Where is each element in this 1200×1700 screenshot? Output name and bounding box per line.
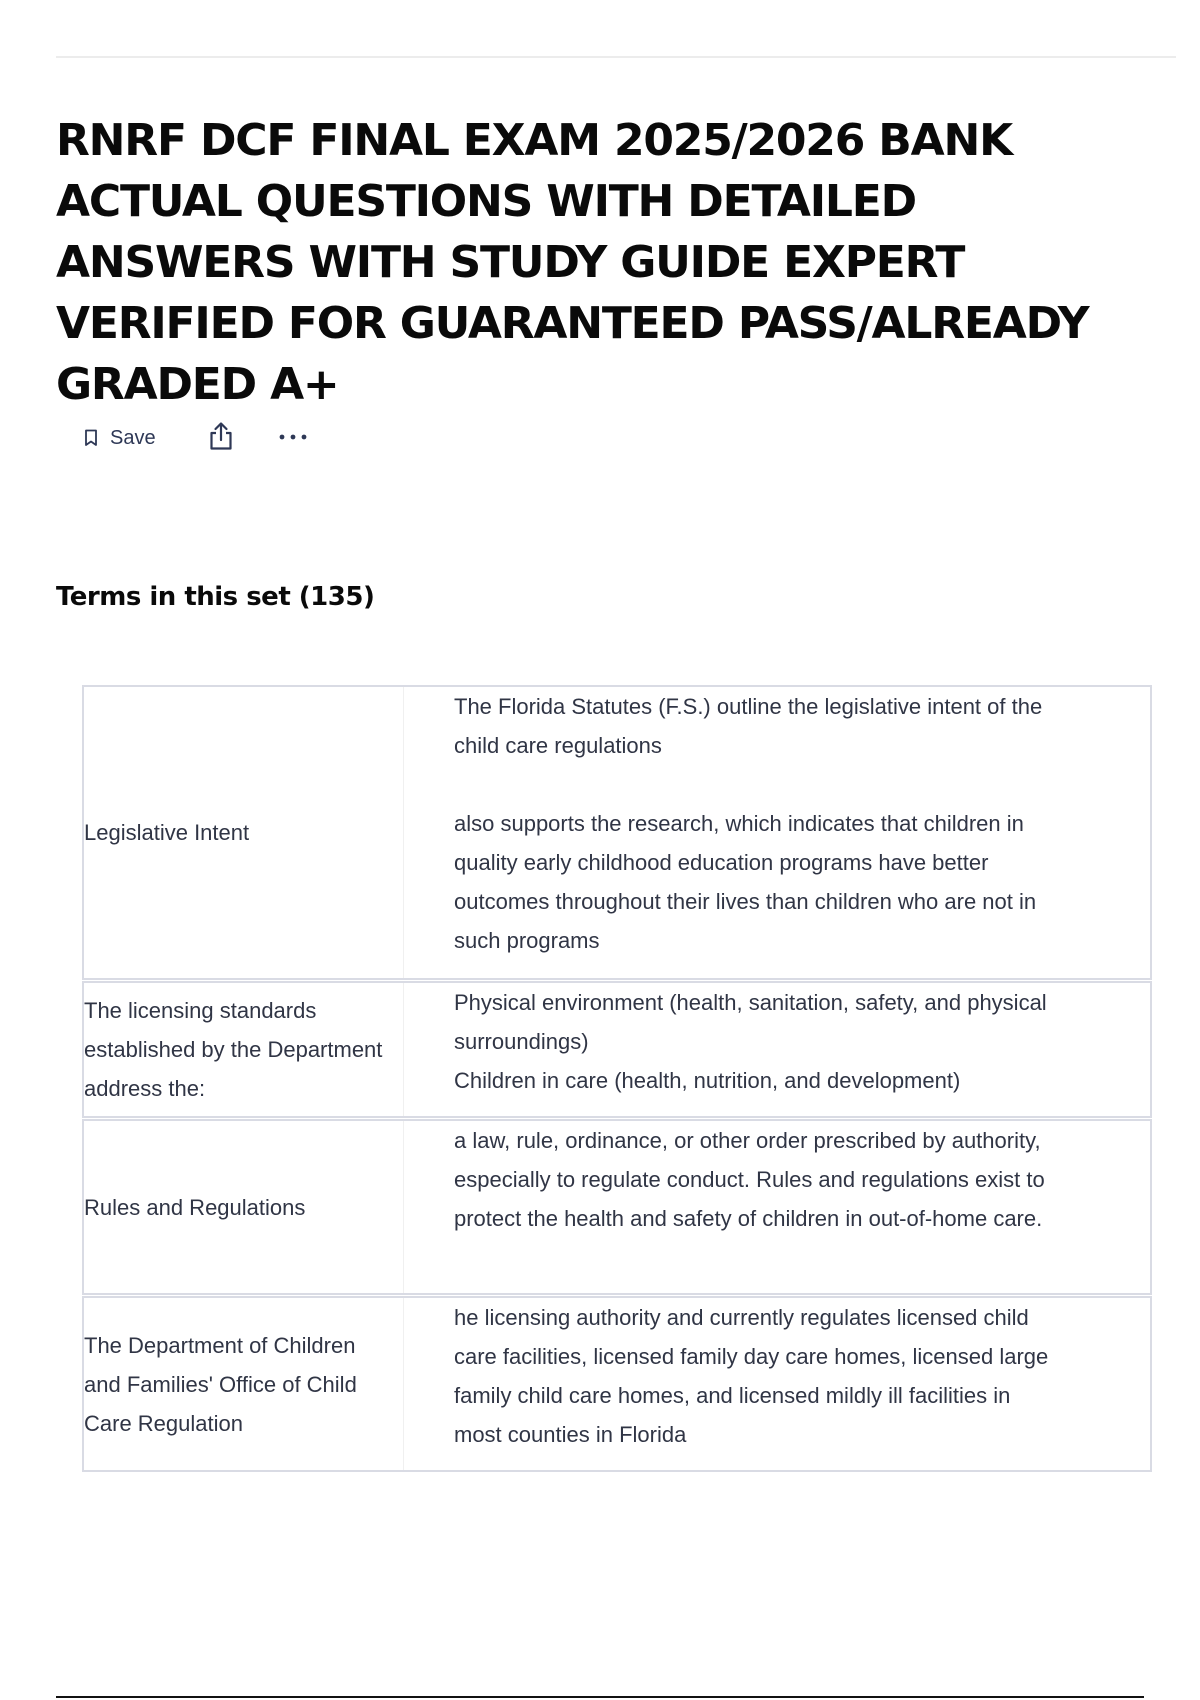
- term-definition: he licensing authority and currently regulates licensed child care facilities, licensed family day care homes, licensed large family child care homes, and licensed mildly ill facilities in most counties in Florida: [454, 1305, 1049, 1447]
- terms-heading: Terms in this set (135): [56, 582, 375, 612]
- page-title: RNRF DCF FINAL EXAM 2025/2026 BANK ACTUAL QUESTIONS WITH DETAILED ANSWERS WITH STUDY GUIDE EXPERT VERIFIED FOR GUARANTEED PASS/ALREADY GRADED A+: [56, 115, 1089, 410]
- more-options-button[interactable]: [278, 429, 308, 447]
- bottom-divider: [56, 1696, 1144, 1698]
- share-button[interactable]: [208, 421, 234, 456]
- bookmark-icon: [84, 429, 98, 447]
- term-definition: Physical environment (health, sanitation, safety, and physical surroundings) Children in care (health, nutrition, and development): [454, 990, 1047, 1093]
- term-definition: a law, rule, ordinance, or other order prescribed by authority, especially to regulate conduct. Rules and regulations exist to protect the health and safety of children in out-of-home care.: [454, 1128, 1045, 1231]
- term-word: Rules and Regulations: [84, 1121, 404, 1293]
- term-card: [82, 981, 1152, 1118]
- term-definition: The Florida Statutes (F.S.) outline the legislative intent of the child care regulations also supports the research, which indicates that children in quality early childhood education programs have better outcomes throughout their lives than children who are not in such programs: [454, 694, 1043, 953]
- term-word: The licensing standards established by the Department address the:: [84, 983, 404, 1116]
- save-label: Save: [110, 426, 156, 449]
- share-icon: [208, 421, 234, 456]
- more-options-icon: [278, 429, 308, 447]
- term-card: [82, 1119, 1152, 1295]
- terms-list: [82, 685, 1152, 1486]
- term-word: Legislative Intent: [84, 687, 404, 978]
- top-divider: [56, 56, 1176, 58]
- save-button[interactable]: [84, 427, 156, 450]
- term-card: [82, 685, 1152, 980]
- term-card: [82, 1296, 1152, 1472]
- action-toolbar: [84, 418, 308, 458]
- term-word: The Department of Children and Families' Office of Child Care Regulation: [84, 1298, 404, 1470]
